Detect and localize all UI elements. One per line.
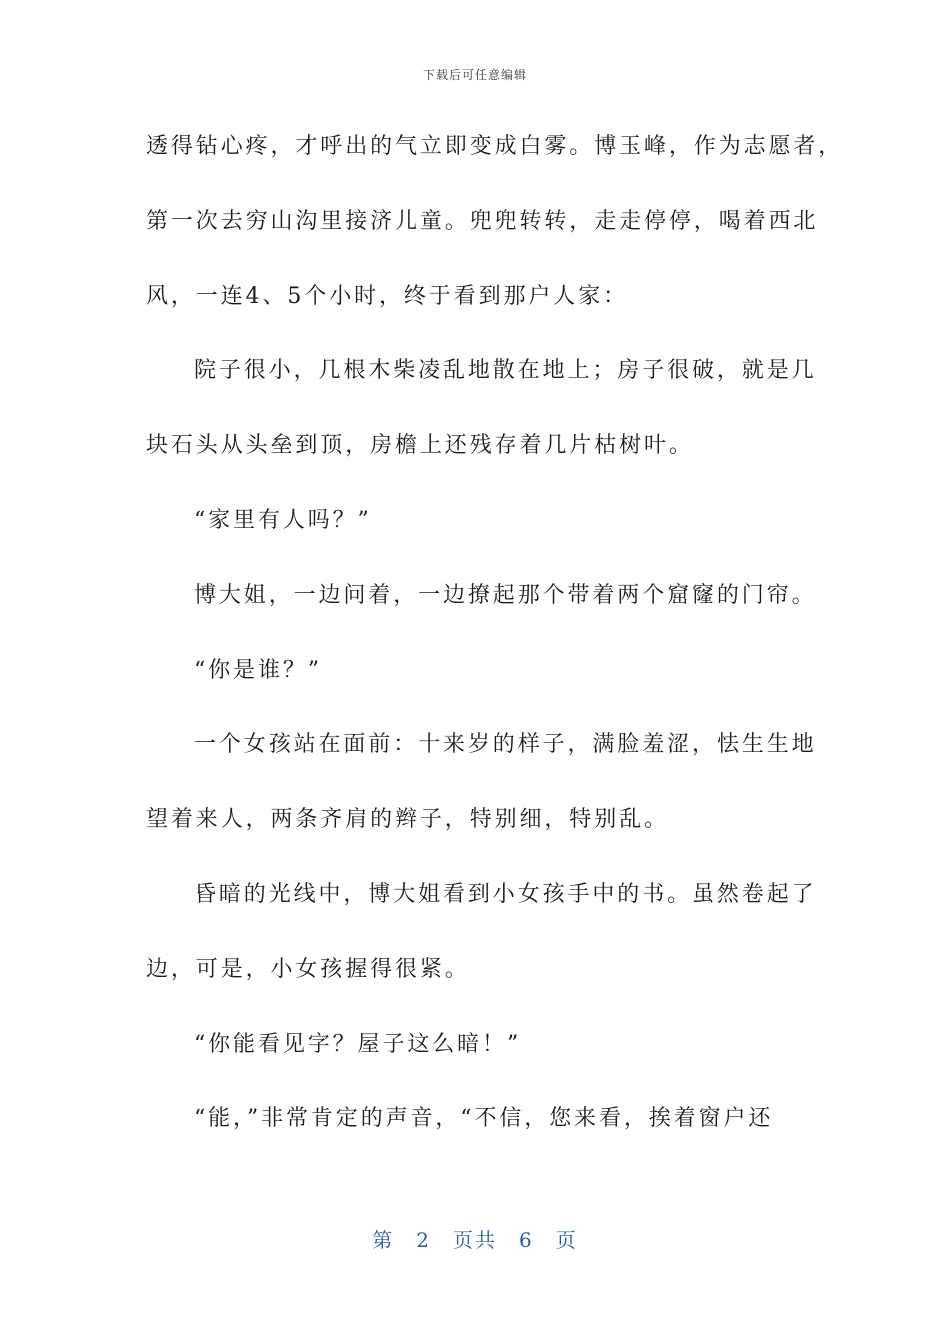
text-line: 望着来人，两条齐肩的辫子，特别细，特别乱。: [146, 807, 669, 833]
text-line: 院子很小，几根木柴凌乱地散在地上；房子很破，就是几: [194, 358, 817, 384]
text-line: “能，”非常肯定的声音，“不信，您来看，挨着窗户还: [194, 1106, 774, 1132]
text-line: 透得钻心疼，才呼出的气立即变成白雾。博玉峰，作为志愿者，: [146, 134, 844, 159]
header-note: 下载后可任意编辑: [422, 68, 527, 82]
footer-suffix: 页: [555, 1228, 578, 1252]
total-pages-number: 6: [519, 1228, 534, 1252]
text-line: “家里有人吗？”: [194, 507, 372, 533]
text-line: 昏暗的光线中，博大姐看到小女孩手中的书。虽然卷起了: [194, 881, 817, 907]
text-line: 风，一连4、5个小时，终于看到那户人家：: [146, 283, 628, 309]
footer-middle: 页共: [453, 1228, 497, 1252]
text-line: 块石头从头垒到顶，房檐上还残存着几片枯树叶。: [146, 433, 694, 459]
page-footer: [0, 1224, 950, 1253]
current-page-number: 2: [416, 1228, 431, 1252]
text-line: 一个女孩站在面前：十来岁的样子，满脸羞涩，怯生生地: [194, 732, 817, 758]
text-line: 边，可是，小女孩握得很紧。: [146, 956, 470, 982]
text-line: 博大姐，一边问着，一边撩起那个带着两个窟窿的门帘。: [194, 582, 817, 608]
footer-prefix: 第: [372, 1228, 395, 1252]
text-line: 第一次去穷山沟里接济儿童。兜兜转转，走走停停，喝着西北: [146, 208, 819, 234]
document-body: [146, 125, 844, 1172]
text-line: “你是谁？”: [194, 657, 322, 683]
text-line: “你能看见字？屋子这么暗！”: [194, 1031, 522, 1057]
